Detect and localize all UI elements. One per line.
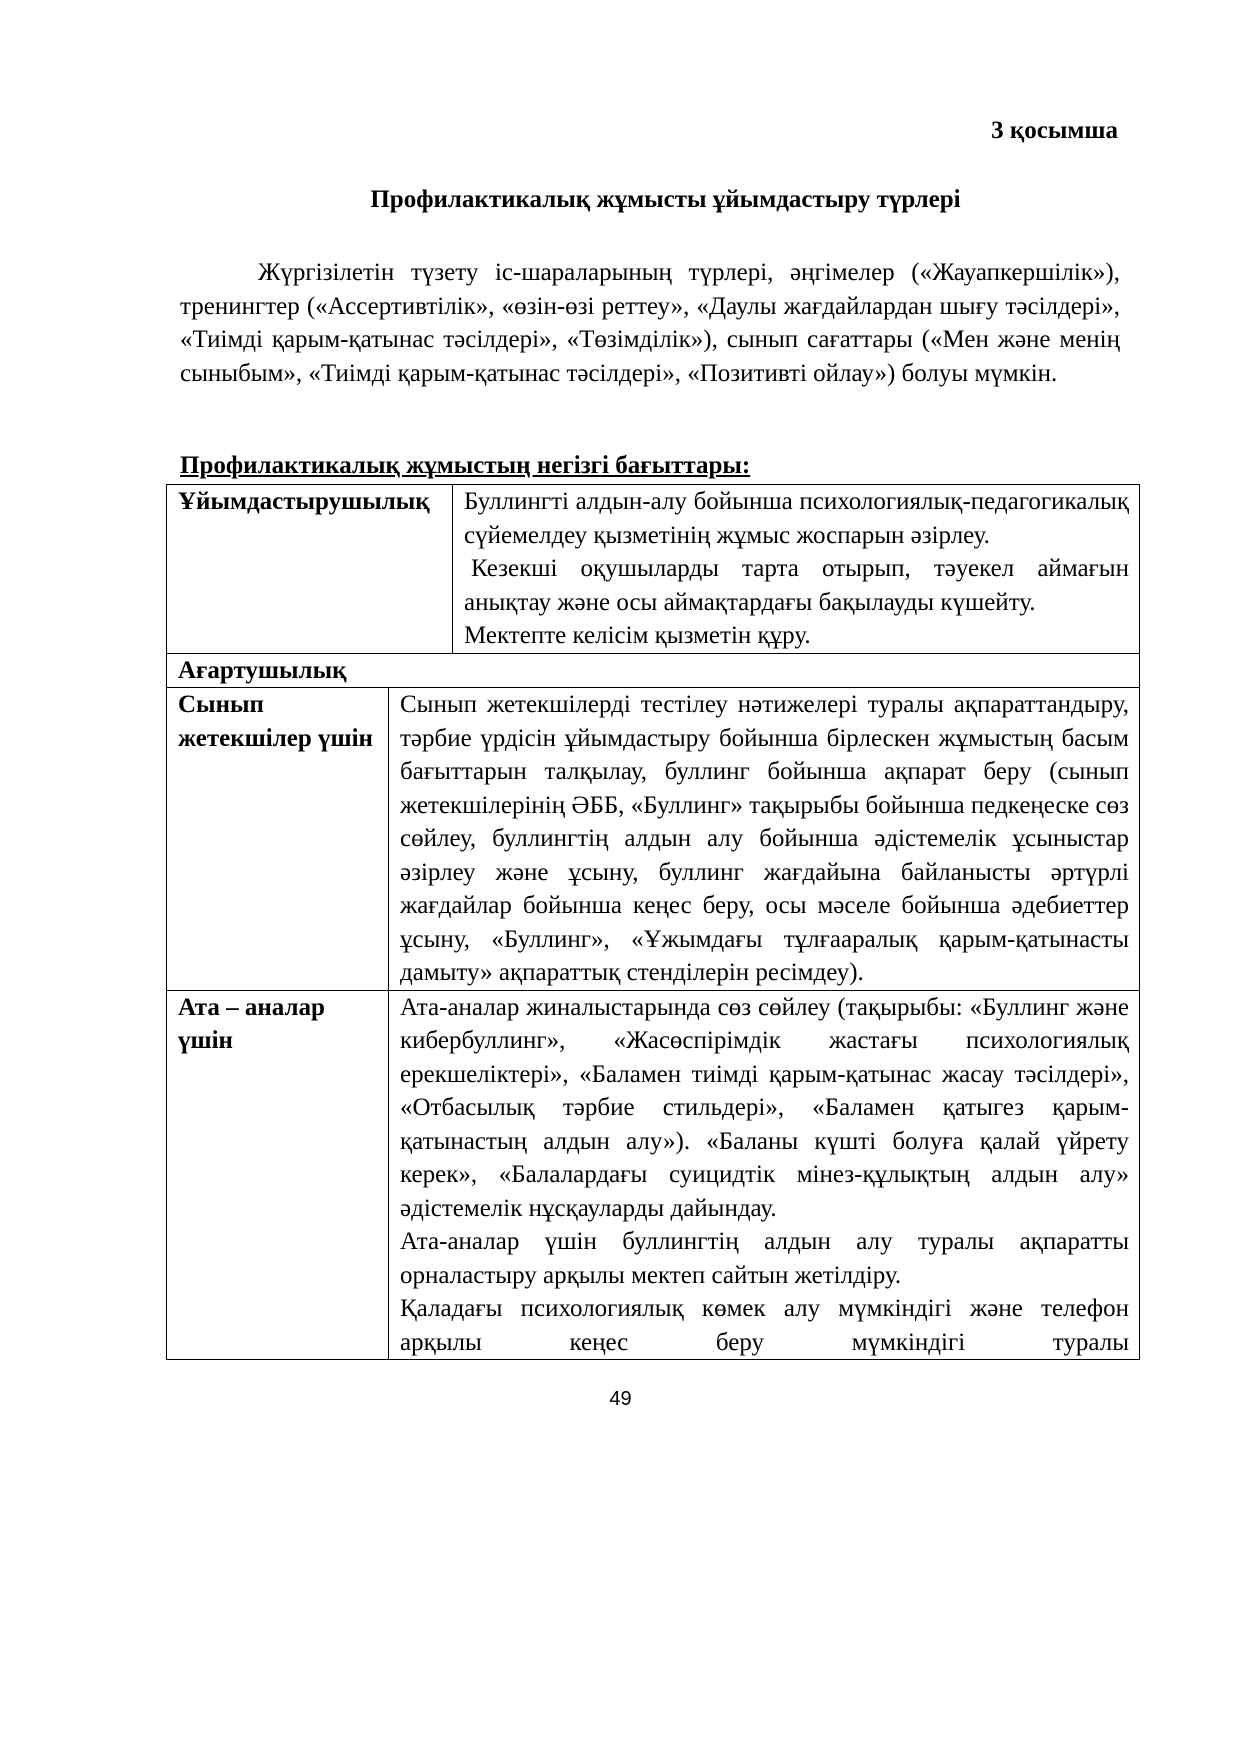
directions-table <box>166 484 1140 1360</box>
parents-content <box>389 990 1140 1360</box>
parents-label: Ата – аналар үшін <box>167 990 389 1360</box>
class-teachers-content <box>389 688 1140 991</box>
parents-item: Қаладағы психологиялық көмек алу мүмкіндігі және телефон арқылы кеңес беру мүмкіндігі туралы <box>400 1295 1129 1356</box>
organizational-label: Ұйымдастырушылық <box>167 485 453 654</box>
table-row-class-teachers <box>167 688 1140 991</box>
class-teachers-item: Сынып жетекшілерді тестілеу нәтижелері туралы ақпараттандыру, тәрбие үрдісін ұйымдастыру бойынша бірлескен жұмыстың басым бағыттарын талқылау, буллинг бойынша ақпарат беру (сынып жетекшілерінің ӘББ, «Буллинг» тақырыбы бойынша педкеңеске сөз сөйлеу, буллингтің алдын алу бойынша әдістемелік ұсыныстар әзірлеу және ұсыну, буллинг жағдайына байланысты әртүрлі жағдайлар бойынша кеңес беру, осы мәселе бойынша әдебиеттер ұсыну, «Буллинг», «Ұжымдағы тұлғааралық қарым-қатынасты дамыту» ақпараттық стенділерін ресімдеу). <box>400 691 1129 986</box>
table-row-parents <box>167 990 1140 1360</box>
organizational-item: Буллингті алдын-алу бойынша психологиялық-педагогикалық сүйемелдеу қызметінің жұмыс жоспарын әзірлеу. <box>464 488 1129 549</box>
intro-text: Жүргізілетін түзету іс-шараларының түрлері, әңгімелер («Жауапкершілік»), тренингтер («Ассертивтілік», «өзін-өзі реттеу», «Даулы жағдайлардан шығу тәсілдері», «Тиімді қарым-қатынас тәсілдері», «Төзімділік»), сынып сағаттары («Мен және менің сыныбым», «Тиімді қарым-қатынас тәсілдері», «Позитивті ойлау») болуы мүмкін. <box>180 259 1120 387</box>
section-subheading: Профилактикалық жұмыстың негізгі бағыттары: <box>180 452 751 479</box>
class-teachers-label: Сынып жетекшілер үшін <box>167 688 389 991</box>
organizational-item: Мектепте келісім қызметін құру. <box>464 622 811 649</box>
parents-item: Ата-аналар үшін буллингтің алдын алу туралы ақпаратты орналастыру арқылы мектеп сайтын жетілдіру. <box>400 1228 1129 1289</box>
intro-paragraph <box>180 256 1120 390</box>
organizational-content <box>453 485 1140 654</box>
table-row-educational-header <box>167 653 1140 688</box>
table-row-organizational <box>167 485 1140 654</box>
parents-item: Ата-аналар жиналыстарында сөз сөйлеу (тақырыбы: «Буллинг және кибербуллинг», «Жасөспірімдік жастағы психологиялық ерекшеліктері», «Баламен тиімді қарым-қатынас жасау тәсілдері», «Отбасылық тәрбие стильдері», «Баламен қатыгез қарым-қатынастың алдын алу»). «Баланы күшті болуға қалай үйрету керек», «Балалардағы суицидтік мінез-құлықтың алдын алу» әдістемелік нұсқауларды дайындау. <box>400 993 1129 1222</box>
educational-label: Ағартушылық <box>167 653 1140 688</box>
organizational-item: Кезекші оқушыларды тарта отырып, тәуекел аймағын анықтау және осы аймақтардағы бақылауды күшейту. <box>464 555 1129 616</box>
annex-label: 3 қосымша <box>991 117 1118 144</box>
page-number: 49 <box>609 1388 632 1410</box>
document-title: Профилактикалық жұмысты ұйымдастыру түрлері <box>370 186 961 213</box>
